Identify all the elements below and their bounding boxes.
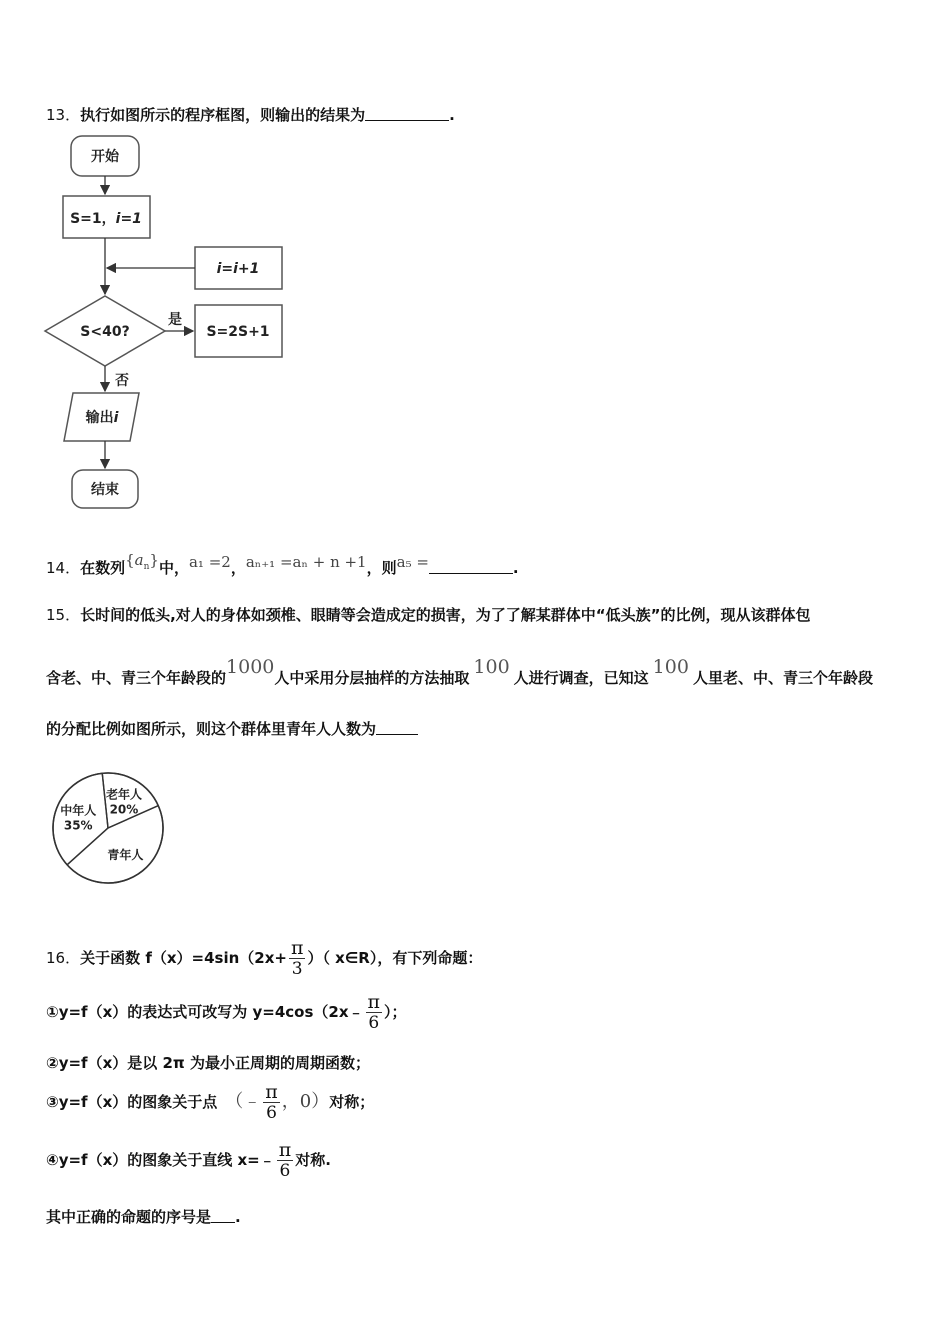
q15-sample2: 100 <box>652 656 689 678</box>
pie-slice-value: 20% <box>109 802 139 817</box>
pie-chart <box>50 762 180 902</box>
flow-end-label: 结束 <box>91 482 119 498</box>
q16-p1-a: ①y=f（x）的表达式可改写为 y=4cos（2x﹣ <box>46 1003 364 1021</box>
q16-line <box>46 938 482 979</box>
q14-number: 14． <box>46 559 81 577</box>
q14-mid: 中， <box>158 559 189 577</box>
flow-yes-label: 是 <box>168 312 182 328</box>
pie-slice-label: 老年人 <box>105 787 142 802</box>
q13-line <box>46 104 455 125</box>
q16-p3-open: （﹣ <box>225 1091 262 1112</box>
q14-prefix: 在数列 <box>80 559 126 577</box>
q16-answer-blank <box>211 1208 235 1223</box>
q16-final-end: . <box>235 1208 241 1226</box>
q15-line2-c: 人进行调查，已知这 <box>513 669 649 687</box>
q16-p3-b: 对称； <box>329 1093 375 1111</box>
q16-p4-a: ④y=f（x）的图象关于直线 x=﹣ <box>46 1151 275 1169</box>
q15-line2-b: 人中采用分层抽样的方法抽取 <box>274 669 470 687</box>
q15-answer-blank <box>376 720 418 735</box>
q16-prop3 <box>46 1082 374 1123</box>
q13-text: 执行如图所示的程序框图，则输出的结果为 <box>80 106 366 124</box>
flow-init-label: S=1，i=1 <box>70 211 142 227</box>
flow-no-label: 否 <box>115 373 129 389</box>
q16-p3-a: ③y=f（x）的图象关于点 <box>46 1093 218 1111</box>
q15-line1-text: 长时间的低头,对人的身体如颈椎、眼睛等会造成定的损害，为了了解某群体中“低头族”的比例，现从该群体包 <box>80 606 811 624</box>
q15-line3-text: 的分配比例如图所示，则这个群体里青年人人数为 <box>46 720 377 738</box>
q13-number: 13． <box>46 106 81 124</box>
q13-answer-blank <box>365 106 449 121</box>
q15-line2 <box>46 656 873 688</box>
q16-frac-pi-3: $\frac{\pi}{3}$ <box>290 937 304 979</box>
q16-p3-mid: ，0） <box>281 1091 330 1112</box>
q16-p2: ②y=f（x）是以 2π 为最小正周期的周期函数； <box>46 1054 370 1072</box>
q16-prop2 <box>46 1052 370 1073</box>
q16-text-a: 关于函数 f（x）=4sin（2x+ <box>80 949 287 967</box>
q16-frac-pi-6-b: $\frac{\pi}{6}$ <box>265 1081 278 1123</box>
q15-line2-a: 含老、中、青三个年龄段的 <box>46 669 227 687</box>
q16-frac-pi-6-a: $\frac{\pi}{6}$ <box>367 991 380 1033</box>
q14-answer-blank <box>429 559 513 574</box>
q15-line2-d: 人里老、中、青三个年龄段 <box>692 669 873 687</box>
q16-p4-b: 对称. <box>295 1151 331 1169</box>
q16-prop1 <box>46 992 407 1033</box>
q14-line <box>46 551 519 580</box>
q15-sample: 100 <box>473 656 510 678</box>
flow-update-label: S=2S+1 <box>206 324 270 340</box>
q15-total: 1000 <box>226 656 275 678</box>
q14-cond2: aₙ₊₁ =aₙ + n +1 <box>245 553 367 571</box>
q16-number: 16． <box>46 949 81 967</box>
pie-slice-label: 青年人 <box>107 847 144 862</box>
pie-slice-label: 中年人 <box>60 803 97 818</box>
q16-final <box>46 1206 241 1227</box>
q16-p1-b: ）； <box>384 1003 407 1021</box>
flow-start-label: 开始 <box>91 149 119 165</box>
pie-slice-value: 35% <box>63 818 93 833</box>
q14-end: . <box>512 559 519 577</box>
q15-line1 <box>46 604 811 625</box>
q13-end: . <box>449 106 455 124</box>
flow-condition-label: S<40? <box>80 324 130 340</box>
flow-output-label: 输出i <box>85 410 119 426</box>
q16-prop4 <box>46 1140 331 1181</box>
q14-then: ，则 <box>366 559 397 577</box>
q14-comma: ， <box>230 559 246 577</box>
q14-seq: $\{a_n\}$ <box>125 551 159 572</box>
q15-line3 <box>46 718 418 739</box>
q14-target: a₅ = <box>396 553 429 571</box>
q14-cond1: a₁ =2 <box>188 553 231 571</box>
q16-frac-pi-6-c: $\frac{\pi}{6}$ <box>278 1139 292 1181</box>
q16-final-text: 其中正确的命题的序号是 <box>46 1208 212 1226</box>
q16-text-b: ）（ x∈R），有下列命题： <box>307 949 483 967</box>
flow-increment-label: i=i+1 <box>216 261 260 277</box>
flowchart <box>40 130 340 530</box>
q15-number: 15． <box>46 606 81 624</box>
